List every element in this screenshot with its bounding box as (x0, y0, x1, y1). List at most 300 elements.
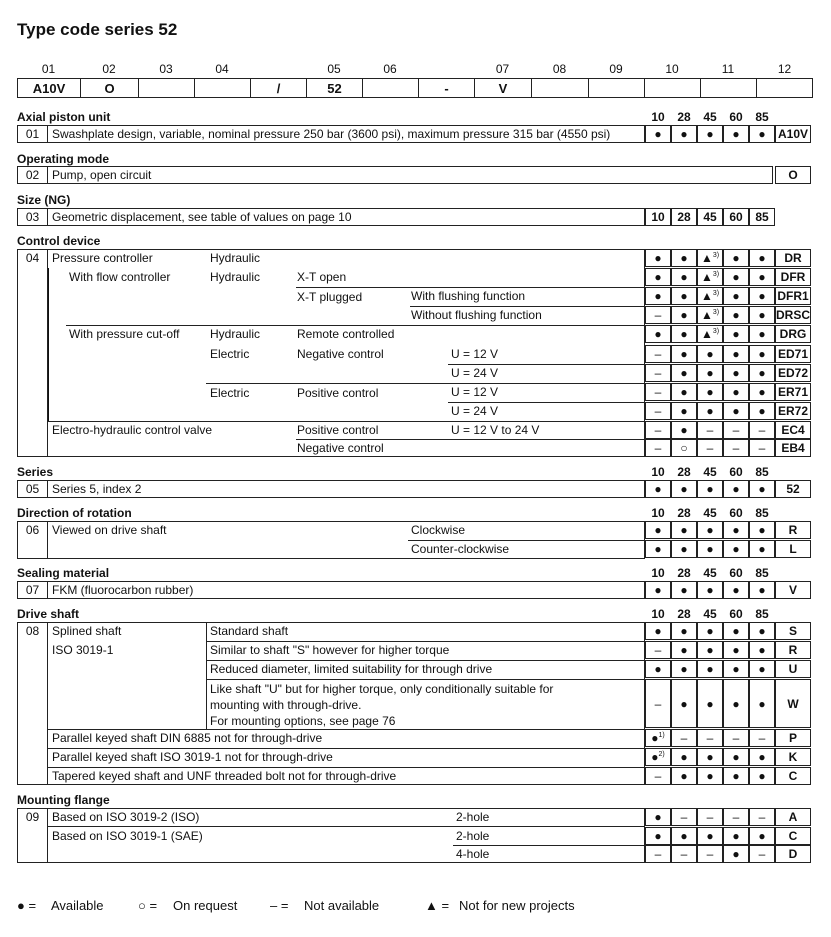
sealing-cell: ● (671, 581, 697, 599)
control-row-0-code: DR (775, 249, 811, 267)
axial-cell: ● (697, 125, 723, 143)
control-row-7-cell: ● (749, 383, 775, 401)
series-cell: ● (697, 480, 723, 498)
control-row-6-cell: ● (749, 364, 775, 382)
operating-num: 02 (25, 168, 40, 182)
control-block-num-divider (17, 249, 48, 457)
axial-code: A10V (775, 125, 811, 143)
axial-size-col-header: 45 (703, 110, 717, 124)
mounting-2-cell: – (697, 845, 723, 863)
mounting-1-cell: ● (645, 827, 671, 845)
divider-line (408, 540, 645, 541)
drive-5-cell: ● (697, 748, 723, 766)
drive-4-cell: ● $^{1)}$ (645, 729, 671, 747)
control-row-8-cell: ● (697, 402, 723, 420)
control-row-10-cell: – (697, 439, 723, 457)
control-row-9-cell: – (723, 421, 749, 439)
rotation-size-col-header: 10 (651, 506, 665, 520)
size-col-value: 28 (671, 208, 697, 226)
control-row-8-cell: ● (749, 402, 775, 420)
control-label: Positive control (297, 386, 379, 400)
position-number: 07 (495, 62, 510, 76)
drive-2-cell: ● (749, 660, 775, 678)
series-cell: ● (749, 480, 775, 498)
mounting-1-code: C (775, 827, 811, 845)
control-row-5-cell: ● (723, 345, 749, 363)
control-label: Hydraulic (210, 270, 261, 284)
drive-6-cell: ● (723, 767, 749, 785)
series-size-col-header: 28 (677, 465, 691, 479)
drive-shaft-label: Like shaft "U" but for higher torque, only conditionally suitable for (210, 682, 554, 696)
legend-text: Available (51, 898, 104, 913)
drive-size-col-header: 45 (703, 607, 717, 621)
section-heading-axial: Axial piston unit (17, 110, 111, 124)
axial-size-col-header: 28 (677, 110, 691, 124)
drive-1-cell: ● (749, 641, 775, 659)
control-label: Pressure controller (52, 251, 153, 265)
page-title: Type code series 52 (17, 20, 178, 39)
control-row-3-cell: ▲ $^{3)}$ (697, 306, 723, 324)
drive-size-col-header: 60 (729, 607, 743, 621)
divider-line (48, 767, 645, 768)
control-row-2-cell: ● (749, 287, 775, 305)
drive-1-cell: ● (723, 641, 749, 659)
divider-line (206, 641, 645, 642)
control-row-3-cell: ● (749, 306, 775, 324)
control-row-5-cell: ● (671, 345, 697, 363)
divider-line (48, 729, 645, 730)
series-size-col-header: 85 (755, 465, 769, 479)
rotation-label: Counter-clockwise (411, 542, 510, 556)
control-row-2-code: DFR1 (775, 287, 811, 305)
axial-text: Swashplate design, variable, nominal pressure 250 bar (3600 psi), maximum pressure 315 bar (4550 psi) (52, 127, 611, 141)
drive-size-col-header: 10 (651, 607, 665, 621)
divider-line (448, 402, 645, 403)
control-row-2-cell: ● (671, 287, 697, 305)
control-row-0-cell: ● (723, 249, 749, 267)
size-num: 03 (25, 210, 40, 224)
drive-size-col-header: 28 (677, 607, 691, 621)
divider-line (410, 306, 645, 307)
type-code-box (756, 78, 813, 98)
mounting-1-cell: ● (697, 827, 723, 845)
mounting-2-cell: – (645, 845, 671, 863)
control-row-2-cell: ▲ $^{3)}$ (697, 287, 723, 305)
control-row-8-cell: ● (723, 402, 749, 420)
control-inner-divider (48, 268, 49, 421)
position-number: 09 (609, 62, 623, 76)
drive-shaft-label: mounting with through-drive. (210, 698, 362, 712)
control-row-5-cell: ● (697, 345, 723, 363)
control-label: U = 24 V (451, 366, 499, 380)
drive-0-cell: ● (749, 622, 775, 640)
rotation-0-cell: ● (723, 521, 749, 539)
type-code-box: - (418, 78, 474, 98)
type-code-box (588, 78, 644, 98)
series-cell: ● (723, 480, 749, 498)
drive-4-cell: – (723, 729, 749, 747)
control-row-3-code: DRSC (776, 308, 811, 322)
mounting-0-cell: – (749, 808, 775, 826)
series-size-col-header: 45 (703, 465, 717, 479)
drive-size-col-header: 85 (755, 607, 769, 621)
rotation-1-cell: ● (723, 540, 749, 558)
control-row-8-cell: ● (671, 402, 697, 420)
control-row-6-cell: ● (723, 364, 749, 382)
rotation-1-cell: ● (749, 540, 775, 558)
divider-line (206, 679, 645, 680)
type-code-box: A10V (17, 78, 80, 98)
rotation-text: Viewed on drive shaft (52, 523, 167, 537)
type-code-box (700, 78, 756, 98)
sealing-code: V (775, 581, 811, 599)
sealing-size-col-header: 45 (703, 566, 717, 580)
series-cell: ● (645, 480, 671, 498)
control-row-9-cell: – (645, 421, 671, 439)
rotation-size-col-header: 85 (755, 506, 769, 520)
rotation-1-cell: ● (645, 540, 671, 558)
rotation-1-cell: ● (671, 540, 697, 558)
type-code-box (531, 78, 588, 98)
drive-6-cell: – (645, 767, 671, 785)
control-label: Remote controlled (297, 327, 395, 341)
control-row-0-cell: ▲ $^{3)}$ (697, 249, 723, 267)
control-row-10-code: EB4 (775, 439, 811, 457)
operating-code: O (775, 166, 811, 184)
axial-cell: ● (723, 125, 749, 143)
type-code-box: 52 (306, 78, 362, 98)
control-row-10-cell: – (723, 439, 749, 457)
sealing-cell: ● (723, 581, 749, 599)
control-row-7-code: ER71 (775, 383, 811, 401)
position-number: 10 (665, 62, 679, 76)
position-number: 08 (552, 62, 567, 76)
divider-line (296, 287, 645, 288)
legend-symbol: ● = (17, 898, 37, 913)
drive-6-code: C (775, 767, 811, 785)
control-label: X-T open (297, 270, 347, 284)
rotation-num: 06 (25, 523, 40, 537)
drive-num: 08 (25, 624, 40, 638)
axial-cell: ● (645, 125, 671, 143)
section-heading-rotation: Direction of rotation (17, 506, 132, 520)
legend-text: Not for new projects (459, 898, 575, 913)
series-size-col-header: 10 (651, 465, 665, 479)
divider-line (48, 826, 645, 827)
size-col-value: 10 (645, 208, 671, 226)
control-label: U = 12 V (451, 347, 499, 361)
control-row-1-cell: ▲ $^{3)}$ (697, 268, 723, 286)
size-col-value: 85 (749, 208, 775, 226)
control-row-4-cell: ● (749, 325, 775, 343)
control-row-7-cell: ● (697, 383, 723, 401)
rotation-0-cell: ● (645, 521, 671, 539)
drive-1-cell: ● (697, 641, 723, 659)
drive-W-cell: – (645, 679, 671, 728)
rotation-size-col-header: 45 (703, 506, 717, 520)
drive-5-cell: ● $^{2)}$ (645, 748, 671, 766)
drive-2-cell: ● (645, 660, 671, 678)
drive-block-num-divider (17, 622, 48, 785)
control-label: Negative control (297, 441, 384, 455)
section-heading-size: Size (NG) (17, 193, 71, 207)
control-row-0-cell: ● (671, 249, 697, 267)
position-number: 12 (777, 62, 792, 76)
control-row-0-cell: ● (749, 249, 775, 267)
type-code-box (362, 78, 418, 98)
drive-0-code: S (775, 622, 811, 640)
legend-text: Not available (304, 898, 380, 913)
section-heading-operating: Operating mode (17, 152, 110, 166)
control-row-7-cell: ● (723, 383, 749, 401)
control-label: U = 24 V (451, 404, 499, 418)
drive-shaft-label: Standard shaft (210, 624, 289, 638)
drive-4-cell: – (749, 729, 775, 747)
mounting-hole: 2-hole (456, 828, 490, 843)
drive-shaft-label: Parallel keyed shaft ISO 3019-1 not for through-drive (52, 750, 333, 764)
control-row-6-code: ED72 (775, 364, 811, 382)
mounting-num: 09 (25, 810, 40, 824)
position-number: 02 (102, 62, 116, 76)
divider-line (448, 364, 645, 365)
drive-2-code: U (775, 660, 811, 678)
control-row-5-cell: – (645, 345, 671, 363)
control-row-6-cell: ● (697, 364, 723, 382)
drive-shaft-label: Tapered keyed shaft and UNF threaded bolt not for through-drive (52, 769, 397, 783)
control-label: With pressure cut-off (69, 327, 180, 341)
drive-6-cell: ● (749, 767, 775, 785)
control-label: Electric (210, 386, 250, 400)
section-heading-mounting: Mounting flange (17, 793, 110, 807)
mounting-hole: 2-hole (456, 810, 490, 824)
control-row-10-cell: – (645, 439, 671, 457)
size-col-value: 45 (697, 208, 723, 226)
mounting-2-cell: ● (723, 845, 749, 863)
control-label: X-T plugged (297, 290, 363, 304)
rotation-0-cell: ● (671, 521, 697, 539)
rotation-size-col-header: 28 (677, 506, 691, 520)
control-row-9-cell: – (749, 421, 775, 439)
rotation-0-cell: ● (749, 521, 775, 539)
rotation-1-cell: ● (697, 540, 723, 558)
divider-line (66, 325, 645, 326)
control-row-7-cell: ● (671, 383, 697, 401)
rotation-size-col-header: 60 (729, 506, 743, 520)
control-label: Without flushing function (411, 308, 542, 322)
control-row-3-cell: – (645, 306, 671, 324)
control-row-8-cell: – (645, 402, 671, 420)
type-code-box: O (80, 78, 138, 98)
drive-2-cell: ● (671, 660, 697, 678)
mounting-0-cell: – (697, 808, 723, 826)
divider-line (206, 383, 645, 384)
sealing-size-col-header: 10 (651, 566, 665, 580)
control-row-3-cell: ● (723, 306, 749, 324)
control-row-7-cell: – (645, 383, 671, 401)
position-number: 06 (383, 62, 397, 76)
axial-num: 01 (25, 127, 40, 141)
drive-shaft-label: Parallel keyed shaft DIN 6885 not for through-drive (52, 731, 323, 745)
sealing-text: FKM (fluorocarbon rubber) (52, 583, 194, 597)
mounting-1-cell: ● (723, 827, 749, 845)
control-row-4-code: DRG (775, 325, 811, 343)
sealing-cell: ● (749, 581, 775, 599)
divider-line (48, 421, 645, 422)
drive-W-cell: ● (697, 679, 723, 728)
control-row-10-cell: – (749, 439, 775, 457)
drive-W-cell: ● (671, 679, 697, 728)
mounting-2-cell: – (671, 845, 697, 863)
sealing-cell: ● (645, 581, 671, 599)
position-number: 01 (41, 62, 56, 76)
control-row-10-cell: ○ (671, 439, 697, 457)
rotation-0-cell: ● (697, 521, 723, 539)
series-text: Series 5, index 2 (52, 482, 142, 496)
control-row-1-cell: ● (723, 268, 749, 286)
series-code: 52 (775, 480, 811, 498)
operating-text: Pump, open circuit (52, 168, 152, 182)
drive-5-cell: ● (723, 748, 749, 766)
type-code-box (194, 78, 250, 98)
drive-W-code: W (775, 679, 811, 728)
control-row-2-cell: ● (645, 287, 671, 305)
control-row-4-cell: ● (645, 325, 671, 343)
drive-W-cell: ● (723, 679, 749, 728)
divider-line (453, 845, 645, 846)
drive-4-code: P (775, 729, 811, 747)
mounting-0-cell: – (671, 808, 697, 826)
drive-2-cell: ● (697, 660, 723, 678)
axial-cell: ● (749, 125, 775, 143)
control-row-5-cell: ● (749, 345, 775, 363)
drive-W-cell: ● (749, 679, 775, 728)
sealing-size-col-header: 28 (677, 566, 691, 580)
type-code-box (138, 78, 194, 98)
control-row-8-code: ER72 (775, 402, 811, 420)
drive-shaft-label: Reduced diameter, limited suitability for through drive (210, 662, 493, 676)
control-label: Electro-hydraulic control valve (52, 423, 213, 437)
axial-size-col-header: 10 (651, 110, 665, 124)
drive-6-cell: ● (671, 767, 697, 785)
axial-size-col-header: 60 (729, 110, 743, 124)
section-heading-series: Series (17, 465, 54, 479)
series-num: 05 (25, 482, 40, 496)
sealing-size-col-header: 85 (755, 566, 769, 580)
position-number: 05 (327, 62, 341, 76)
drive-label: ISO 3019-1 (52, 643, 114, 657)
mounting-0-cell: ● (645, 808, 671, 826)
mounting-label: Based on ISO 3019-2 (ISO) (52, 810, 200, 824)
drive-0-cell: ● (645, 622, 671, 640)
legend-text: On request (173, 898, 238, 913)
axial-cell: ● (671, 125, 697, 143)
rotation-label: Clockwise (411, 523, 466, 537)
drive-4-cell: – (697, 729, 723, 747)
control-row-1-cell: ● (671, 268, 697, 286)
drive-5-cell: ● (749, 748, 775, 766)
drive-6-cell: ● (697, 767, 723, 785)
sealing-size-col-header: 60 (729, 566, 743, 580)
control-row-9-code: EC4 (775, 421, 811, 439)
drive-1-cell: ● (671, 641, 697, 659)
control-row-1-cell: ● (645, 268, 671, 286)
drive-1-code: R (775, 641, 811, 659)
drive-0-cell: ● (723, 622, 749, 640)
control-row-2-cell: ● (723, 287, 749, 305)
control-row-1-cell: ● (749, 268, 775, 286)
control-label: Hydraulic (210, 327, 261, 341)
size-text: Geometric displacement, see table of values on page 10 (52, 210, 352, 224)
control-row-4-cell: ● (723, 325, 749, 343)
drive-5-cell: ● (671, 748, 697, 766)
drive-1-cell: – (645, 641, 671, 659)
legend-symbol: ○ = (138, 898, 158, 913)
legend-symbol: ▲ = (425, 898, 450, 913)
drive-shaft-label: For mounting options, see page 76 (210, 714, 396, 728)
control-row-4-cell: ● (671, 325, 697, 343)
control-label: Positive control (297, 423, 379, 437)
mounting-hole: 4-hole (456, 847, 490, 861)
rotation-1-code: L (775, 540, 811, 558)
control-label: Electric (210, 347, 250, 361)
sealing-num: 07 (25, 583, 40, 597)
control-row-5-code: ED71 (775, 345, 811, 363)
mounting-2-code: D (775, 845, 811, 863)
legend-symbol: – = (270, 898, 289, 913)
type-code-box: / (250, 78, 306, 98)
mounting-2-cell: – (749, 845, 775, 863)
control-label: With flushing function (411, 289, 526, 303)
control-label: With flow controller (69, 270, 171, 284)
position-number: 03 (159, 62, 173, 76)
control-label: U = 12 V (451, 385, 499, 399)
control-label: Hydraulic (210, 251, 261, 265)
drive-0-cell: ● (697, 622, 723, 640)
drive-0-cell: ● (671, 622, 697, 640)
divider-line (206, 660, 645, 661)
series-size-col-header: 60 (729, 465, 743, 479)
position-number: 11 (721, 62, 735, 76)
control-row-0-cell: ● (645, 249, 671, 267)
rotation-0-code: R (775, 521, 811, 539)
drive-label: Splined shaft (52, 624, 122, 638)
type-code-box (644, 78, 700, 98)
drive-shaft-label: Similar to shaft "S" however for higher torque (210, 643, 450, 657)
sealing-cell: ● (697, 581, 723, 599)
divider-line (296, 439, 645, 440)
control-num: 04 (25, 251, 40, 265)
drive-5-code: K (775, 748, 811, 766)
drive-2-cell: ● (723, 660, 749, 678)
control-row-3-cell: ● (671, 306, 697, 324)
axial-size-col-header: 85 (755, 110, 769, 124)
series-cell: ● (671, 480, 697, 498)
mounting-label: Based on ISO 3019-1 (SAE) (52, 828, 203, 843)
mounting-1-cell: ● (749, 827, 775, 845)
control-label: U = 12 V to 24 V (451, 423, 540, 437)
drive-4-cell: – (671, 729, 697, 747)
mounting-0-cell: – (723, 808, 749, 826)
control-row-9-cell: – (697, 421, 723, 439)
section-heading-control: Control device (17, 234, 101, 248)
section-heading-drive: Drive shaft (17, 607, 80, 621)
size-col-value: 60 (723, 208, 749, 226)
control-row-9-cell: ● (671, 421, 697, 439)
section-heading-sealing: Sealing material (17, 566, 110, 580)
control-row-6-cell: – (645, 364, 671, 382)
position-number: 04 (215, 62, 229, 76)
control-row-1-code: DFR (775, 268, 811, 286)
